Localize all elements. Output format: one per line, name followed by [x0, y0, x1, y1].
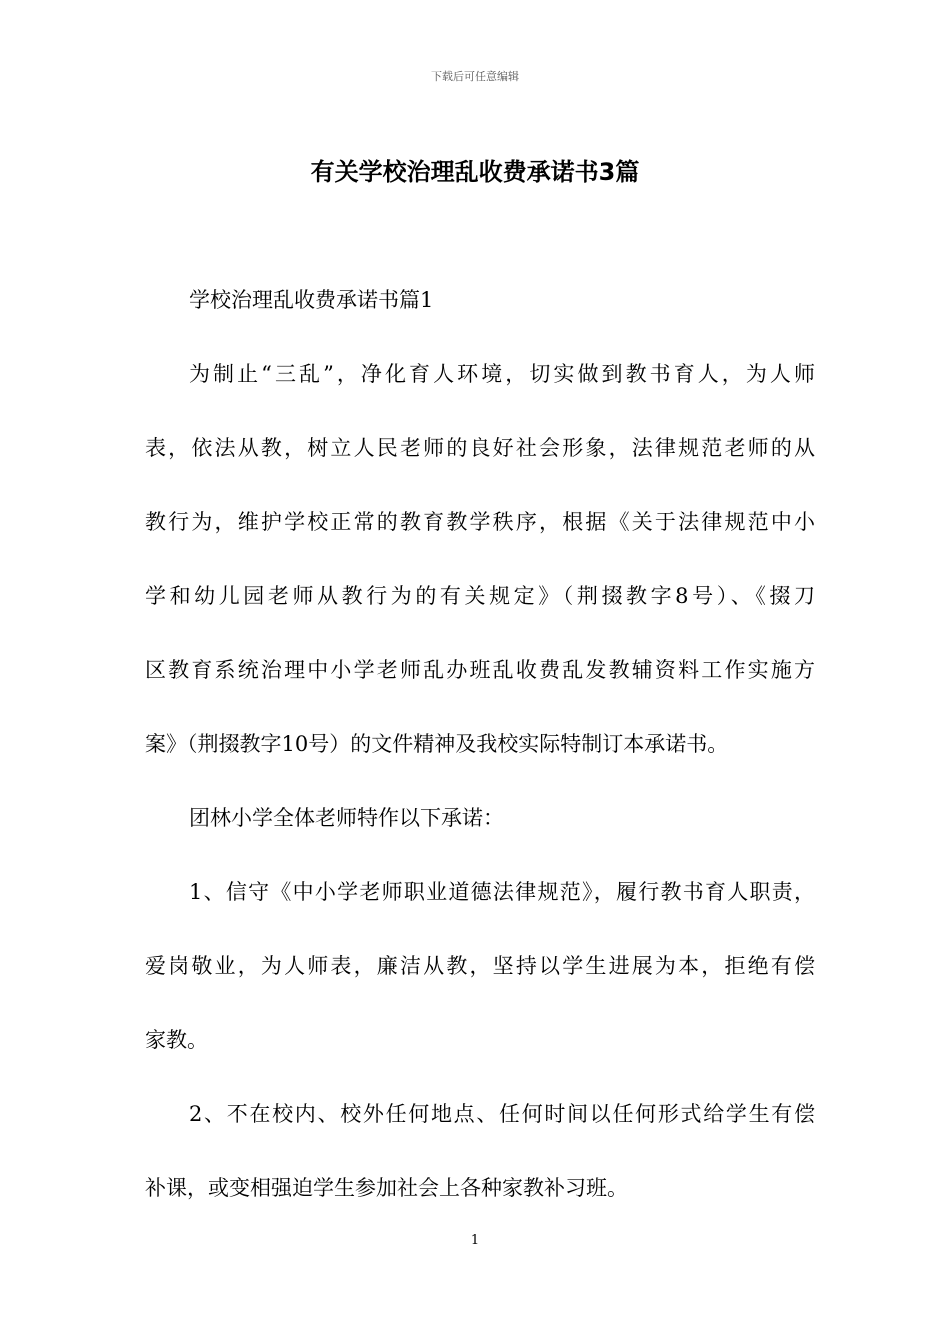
paragraph-line: 区教育系统治理中小学老师乱办班乱收费乱发教辅资料工作实施方 [145, 658, 815, 682]
paragraph-line: 为制止“三乱”，净化育人环境，切实做到教书育人，为人师 [189, 362, 815, 386]
document-title: 有关学校治理乱收费承诺书3篇 [310, 158, 640, 186]
paragraph-line: 补课，或变相强迫学生参加社会上各种家教补习班。 [145, 1176, 628, 1200]
paragraph-line: 2、不在校内、校外任何地点、任何时间以任何形式给学生有偿 [189, 1102, 815, 1126]
section-heading: 学校治理乱收费承诺书篇1 [189, 288, 434, 312]
paragraph-line: 教行为，维护学校正常的教育教学秩序，根据《关于法律规范中小 [145, 510, 815, 534]
paragraph-line: 团林小学全体老师特作以下承诺： [189, 806, 504, 830]
paragraph-line: 爱岗敬业，为人师表，廉洁从教，坚持以学生进展为本，拒绝有偿 [145, 954, 815, 978]
header-note: 下载后可任意编辑 [431, 70, 519, 83]
page-number: 1 [470, 1233, 480, 1248]
paragraph-line: 1、信守《中小学老师职业道德法律规范》，履行教书育人职责， [189, 880, 815, 904]
paragraph-line: 家教。 [145, 1028, 208, 1052]
document-body [145, 282, 815, 1244]
paragraph-line: 学和幼儿园老师从教行为的有关规定》（荆掇教字8号）、《掇刀 [145, 584, 815, 608]
paragraph-line: 案》（荆掇教字10号）的文件精神及我校实际特制订本承诺书。 [145, 732, 729, 756]
paragraph-line: 表，依法从教，树立人民老师的良好社会形象，法律规范老师的从 [145, 436, 815, 460]
